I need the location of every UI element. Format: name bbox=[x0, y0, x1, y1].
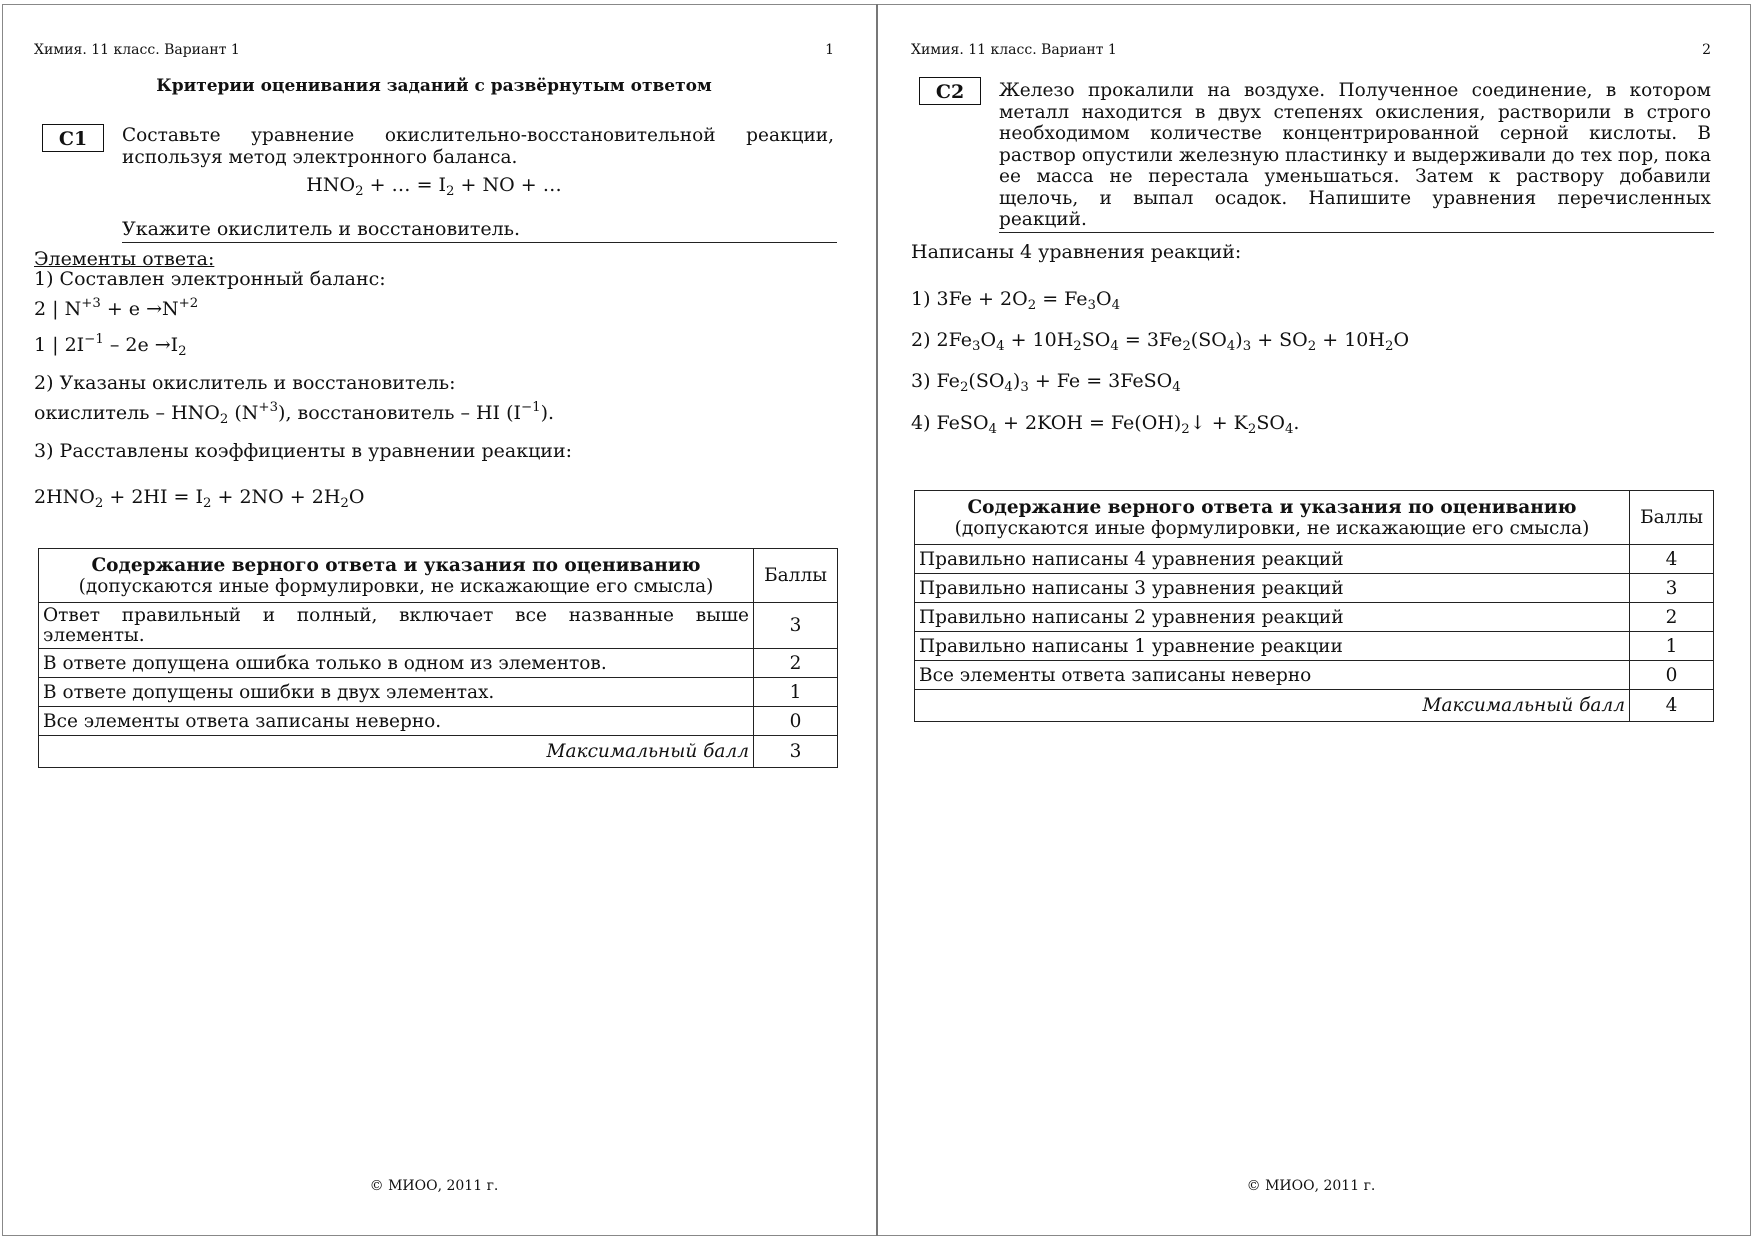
table-row bbox=[915, 574, 1714, 603]
table-max-row bbox=[915, 690, 1714, 722]
criteria-text: Правильно написаны 4 уравнения реакций bbox=[915, 545, 1630, 574]
balance-line-1: 2 | $N^{+3} + e \to N^{+2}$ bbox=[34, 296, 199, 320]
criteria-table bbox=[914, 490, 1714, 722]
page-number: 2 bbox=[1702, 42, 1711, 58]
table-row bbox=[39, 603, 838, 649]
task-text-c2: Железо прокалили на воздухе. Полученное соединение, в котором металл находится в двух степенях окисления, растворили в строго необходимом количестве концентрированной серной кислоты. В раствор опустили железную пластинку и выдерживали до тех пор, пока ее масса не перестала уменьшаться. Затем к раствору добавили щелочь, и выпал осадок. Напишите уравнения перечисленных реакций. bbox=[999, 80, 1711, 230]
max-score-label: Максимальный балл bbox=[915, 690, 1630, 722]
balance-line-2: 1 | $2I^{-1} - 2e \to I_2$ bbox=[34, 332, 187, 359]
table-header-score: Баллы bbox=[1630, 491, 1714, 545]
page-divider bbox=[876, 4, 878, 1236]
criteria-score: 1 bbox=[1630, 632, 1714, 661]
equation-4: 4) FeSO$_4$ + $2KOH = Fe(OH)_2↓ + K_2SO_4$. bbox=[911, 412, 1300, 437]
criteria-text: Все элементы ответа записаны неверно bbox=[915, 661, 1630, 690]
page-header bbox=[34, 42, 834, 58]
table-header-content: Содержание верного ответа и указания по оцениванию (допускаются иные формулировки, не искажающие его смысла) bbox=[915, 491, 1630, 545]
page-number: 1 bbox=[825, 42, 834, 58]
criteria-text: В ответе допущены ошибки в двух элементах. bbox=[39, 678, 754, 707]
table-row bbox=[915, 545, 1714, 574]
criteria-text: Правильно написаны 3 уравнения реакций bbox=[915, 574, 1630, 603]
table-row bbox=[915, 632, 1714, 661]
equation-1: 1) $3Fe + 2O_2 = Fe_3O_4$ bbox=[911, 288, 1121, 313]
page-footer: © МИОО, 2011 г. bbox=[1246, 1178, 1376, 1194]
table-row bbox=[915, 661, 1714, 690]
header-title: Химия. 11 класс. Вариант 1 bbox=[34, 42, 240, 58]
table-row bbox=[39, 707, 838, 736]
final-equation: $2HNO_2 + 2HI = I_2 + 2NO + 2H_2O$ bbox=[34, 486, 365, 511]
page-title: Критерии оценивания заданий с развёрнутым ответом bbox=[156, 76, 712, 96]
task-equation: $HNO_2$ + … = $I_2$ + NO + … bbox=[306, 174, 562, 199]
criteria-score: 3 bbox=[1630, 574, 1714, 603]
task-label-c2: С2 bbox=[919, 77, 981, 105]
criteria-score: 0 bbox=[1630, 661, 1714, 690]
equation-2: 2) $2Fe_3O_4 + 10H_2SO_4 = 3Fe_2(SO_4)_3 + SO_2 + 10H_2O$ bbox=[911, 329, 1410, 354]
elements-heading: Элементы ответа: bbox=[34, 248, 215, 270]
table-header-row bbox=[915, 491, 1714, 545]
criteria-text: Правильно написаны 2 уравнения реакций bbox=[915, 603, 1630, 632]
criteria-score: 2 bbox=[754, 649, 838, 678]
criteria-text: Все элементы ответа записаны неверно. bbox=[39, 707, 754, 736]
table-max-row bbox=[39, 736, 838, 768]
table-header-score: Баллы bbox=[754, 549, 838, 603]
equation-3: 3) $Fe_2(SO_4)_3 + Fe$ = 3FeSO$_4$ bbox=[911, 370, 1181, 395]
answer-item-3: 3) Расставлены коэффициенты в уравнении реакции: bbox=[34, 440, 573, 462]
max-score-value: 3 bbox=[754, 736, 838, 768]
table-row bbox=[39, 678, 838, 707]
criteria-text: Правильно написаны 1 уравнение реакции bbox=[915, 632, 1630, 661]
max-score-label: Максимальный балл bbox=[39, 736, 754, 768]
task-text-c1: Составьте уравнение окислительно-восстановительной реакции, используя метод электронного баланса. bbox=[122, 125, 834, 168]
header-title: Химия. 11 класс. Вариант 1 bbox=[911, 42, 1117, 58]
criteria-score: 0 bbox=[754, 707, 838, 736]
criteria-score: 1 bbox=[754, 678, 838, 707]
table-header-content: Содержание верного ответа и указания по оцениванию (допускаются иные формулировки, не искажающие его смысла) bbox=[39, 549, 754, 603]
criteria-text: В ответе допущена ошибка только в одном из элементов. bbox=[39, 649, 754, 678]
table-row bbox=[915, 603, 1714, 632]
criteria-score: 4 bbox=[1630, 545, 1714, 574]
max-score-value: 4 bbox=[1630, 690, 1714, 722]
separator-line bbox=[122, 242, 837, 243]
criteria-text: Ответ правильный и полный, включает все названные выше элементы. bbox=[39, 603, 754, 649]
page-1 bbox=[34, 0, 834, 1239]
task-note: Укажите окислитель и восстановитель. bbox=[122, 218, 521, 240]
separator-line bbox=[999, 232, 1714, 233]
answer-item-1: 1) Составлен электронный баланс: bbox=[34, 268, 386, 290]
oxidizer-reducer-line: окислитель – $HNO_2$ $(N^{+3})$, восстановитель – HI $(I^{-1})$. bbox=[34, 400, 555, 427]
table-row bbox=[39, 649, 838, 678]
page-2 bbox=[911, 0, 1711, 1239]
page-header bbox=[911, 42, 1711, 58]
criteria-score: 2 bbox=[1630, 603, 1714, 632]
written-heading: Написаны 4 уравнения реакций: bbox=[911, 241, 1242, 263]
task-label-c1: С1 bbox=[42, 124, 104, 152]
criteria-table bbox=[38, 548, 838, 768]
page-footer: © МИОО, 2011 г. bbox=[369, 1178, 499, 1194]
criteria-score: 3 bbox=[754, 603, 838, 649]
answer-item-2: 2) Указаны окислитель и восстановитель: bbox=[34, 372, 456, 394]
table-header-row bbox=[39, 549, 838, 603]
